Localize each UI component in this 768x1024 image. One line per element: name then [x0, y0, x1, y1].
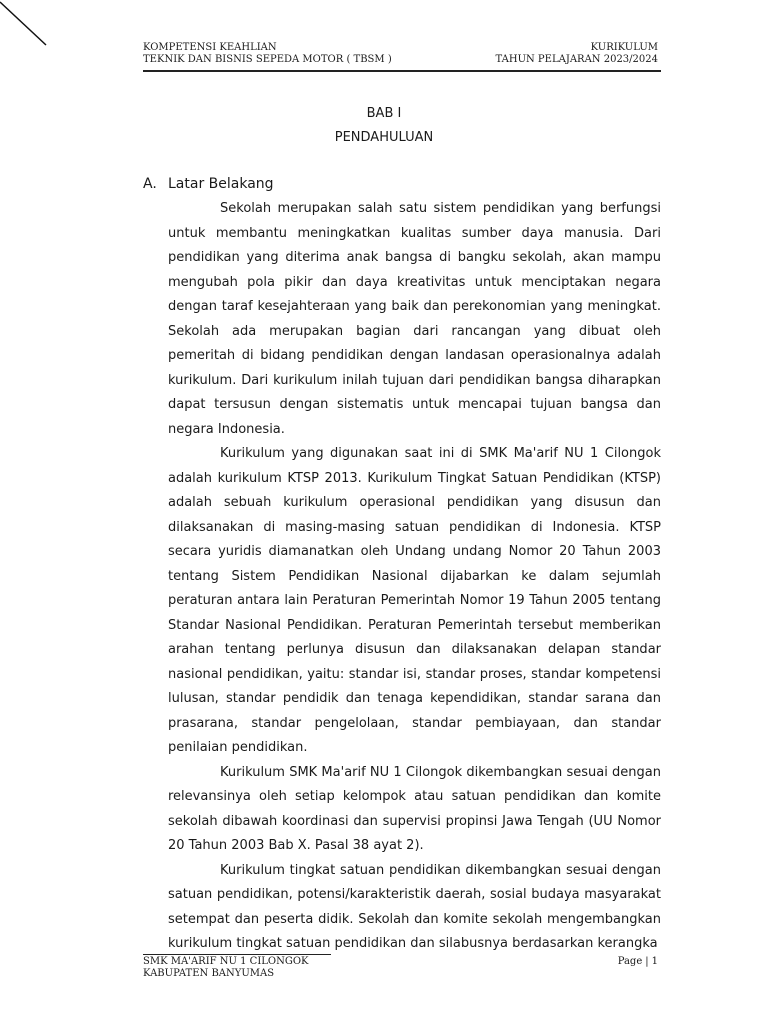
- footer-school-name: SMK MA'ARIF NU 1 CILONGOK: [143, 956, 309, 967]
- section-heading: [143, 176, 274, 192]
- header-left: [143, 42, 392, 66]
- header-competency: KOMPETENSI KEAHLIAN: [143, 42, 277, 53]
- footer-regency: KABUPATEN BANYUMAS: [143, 968, 275, 979]
- page-header: [143, 42, 658, 66]
- header-rule: [143, 70, 661, 72]
- corner-fold-line: [0, 0, 60, 60]
- body-text: [168, 197, 661, 957]
- header-program: TEKNIK DAN BISNIS SEPEDA MOTOR ( TBSM ): [143, 54, 392, 65]
- page-separator: |: [645, 956, 649, 967]
- paragraph: Kurikulum tingkat satuan pendidikan dikembangkan sesuai dengan satuan pendidikan, potensi/karakteristik daerah, sosial budaya masyarakat setempat dan peserta didik. Sekolah dan komite sekolah mengembangkan kurikulum tingkat satuan pendidikan dan silabusnya berdasarkan kerangka: [168, 862, 661, 951]
- paragraph: Kurikulum yang digunakan saat ini di SMK Ma'arif NU 1 Cilongok adalah kurikulum KTSP 2013. Kurikulum Tingkat Satuan Pendidikan (KTSP) adalah sebuah kurikulum operasional pendidikan yang disusun dan dilaksanakan di masing-masing satuan pendidikan di Indonesia. KTSP secara yuridis diamanatkan oleh Undang undang Nomor 20 Tahun 2003 tentang Sistem Pendidikan Nasional dijabarkan ke dalam sejumlah peraturan antara lain Peraturan Pemerintah Nomor 19 Tahun 2005 tentang Standar Nasional Pendidikan. Peraturan Pemerintah tersebut memberikan arahan tentang perlunya disusun dan dilaksanakan delapan standar nasional pendidikan, yaitu: standar isi, standar proses, standar kompetensi lulusan, standar pendidik dan tenaga kependidikan, standar sarana dan prasarana, standar pengelolaan, standar pembiayaan, dan standar penilaian pendidikan.: [168, 446, 661, 755]
- page-number: 1: [651, 956, 658, 967]
- paragraph: Sekolah merupakan salah satu sistem pendidikan yang berfungsi untuk membantu meningkatkan kualitas sumber daya manusia. Dari pendidikan yang diterima anak bangsa di bangku sekolah, akan mampu mengubah pola pikir dan daya kreativitas untuk menciptakan negara dengan taraf kesejahteraan yang baik dan perekonomian yang meningkat. Sekolah ada merupakan bagian dari rancangan yang dibuat oleh pemeritah di bidang pendidikan dengan landasan operasionalnya adalah kurikulum. Dari kurikulum inilah tujuan dari pendidikan bangsa diharapkan dapat tersusun dengan sistematis untuk mencapai tujuan bangsa dan negara Indonesia.: [168, 201, 661, 437]
- chapter-title: PENDAHULUAN: [334, 130, 434, 145]
- header-school-year: TAHUN PELAJARAN 2023/2024: [495, 54, 658, 65]
- footer-rule: [143, 954, 331, 955]
- page-footer: [143, 956, 658, 980]
- header-curriculum: KURIKULUM: [590, 42, 658, 53]
- header-right: [496, 42, 659, 66]
- page-number-block: [618, 956, 658, 980]
- chapter-number: BAB I: [366, 106, 402, 121]
- paragraph: Kurikulum SMK Ma'arif NU 1 Cilongok dikembangkan sesuai dengan relevansinya oleh setiap kelompok atau satuan pendidikan dan komite sekolah dibawah koordinasi dan supervisi propinsi Jawa Tengah (UU Nomor 20 Tahun 2003 Bab X. Pasal 38 ayat 2).: [168, 764, 661, 853]
- section-number: A.: [143, 176, 157, 192]
- section-title: Latar Belakang: [168, 176, 274, 192]
- page-label: Page: [617, 956, 643, 967]
- footer-school: [143, 956, 309, 980]
